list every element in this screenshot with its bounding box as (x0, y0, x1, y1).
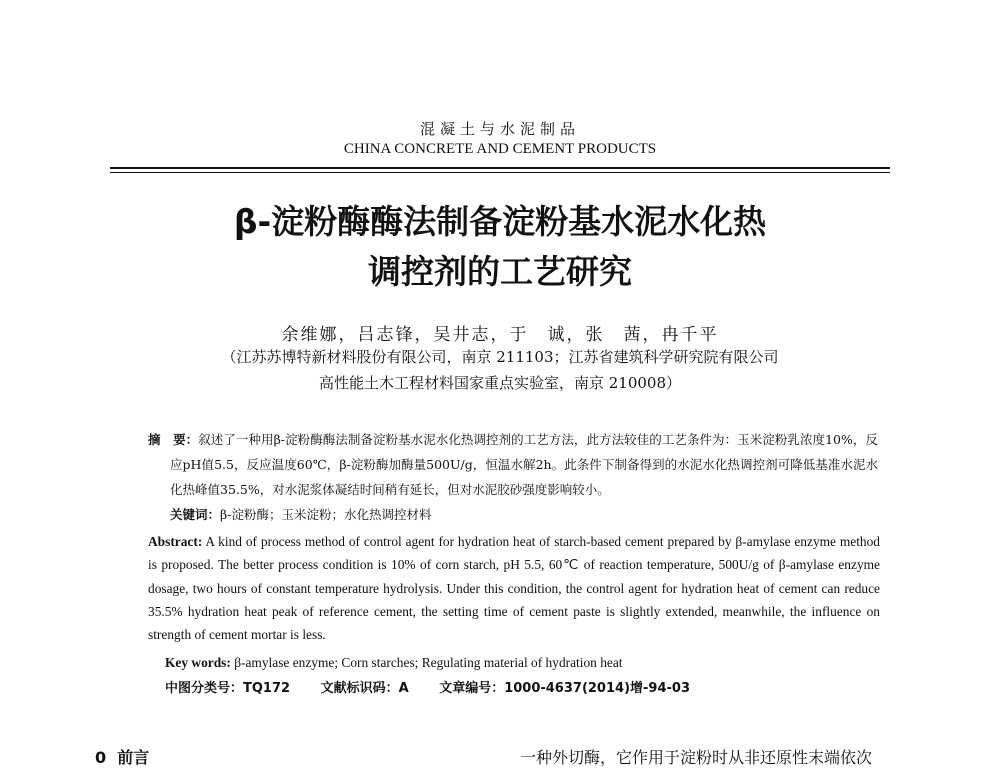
journal-name-en: CHINA CONCRETE AND CEMENT PRODUCTS (343, 141, 657, 157)
header-rule-thin (110, 172, 890, 173)
classification-line (165, 677, 716, 696)
keywords-en-label: Key words: (165, 655, 231, 670)
abstract-en (148, 530, 880, 646)
column-2-text: 一种外切酶，它作用于淀粉时从非还原性末端依次 (520, 748, 873, 767)
affiliation-line-1: （江苏苏博特新材料股份有限公司，南京 211103；江苏省建筑科学研究院有限公司 (221, 348, 779, 366)
title-line-1: β-淀粉酶酶法制备淀粉基水泥水化热 (233, 202, 767, 241)
keywords-en-text: β-amylase enzyme; Corn starches; Regulating material of hydration heat (234, 655, 623, 670)
document-code: 文献标识码：A (320, 681, 409, 696)
abstract-en-text: A kind of process method of control agent for hydration heat of starch-based cement prepared by β-amylase enzyme method is proposed. The better process condition is 10% of corn starch, pH 5.5, 60℃ of reaction temperature, 500U/g of β-amylase enzyme dosage, two hours of constant temperature hydrolysis. Under this condition, the control agent for hydration heat of cement can reduce 35.5% hydration heat peak of reference cement, the setting time of cement paste is slightly extended, meanwhile, the influence on strength of cement mortar is less. (148, 534, 881, 643)
title-line-2: 调控剂的工艺研究 (368, 252, 632, 291)
keywords-cn-label: 关键词： (170, 507, 221, 522)
section-number: 0 (95, 748, 107, 767)
section-title: 前言 (117, 748, 150, 767)
affiliation-line-2: 高性能土木工程材料国家重点实验室，南京 210008） (318, 374, 682, 392)
header-rule (110, 167, 890, 169)
keywords-en (165, 651, 897, 674)
authors: 余维娜，吕志锋，吴井志，于 诚，张 茜，冉千平 (281, 325, 719, 345)
journal-name-cn: 混凝土与水泥制品 (419, 120, 580, 138)
section-heading (95, 745, 149, 768)
abstract-en-label: Abstract: (148, 534, 203, 549)
abstract-cn-text: 叙述了一种用β-淀粉酶酶法制备淀粉基水泥水化热调控剂的工艺方法，此方法较佳的工艺条件为：玉米淀粉乳浓度10%，反应pH值5.5，反应温度60℃，β-淀粉酶加酶量500U/g，恒温水解2h。此条件下制备得到的水泥水化热调控剂可降低基准水泥水化热峰值35.5%，对水泥浆体凝结时间稍有延长，但对水泥胶砂强度影响较小。 (170, 432, 878, 497)
article-number: 文章编号：1000-4637(2014)增-94-03 (439, 681, 690, 696)
abstract-cn-label: 摘 要： (148, 432, 199, 447)
keywords-cn-text: β-淀粉酶；玉米淀粉；水化热调控材料 (220, 507, 432, 522)
clc-number: 中图分类号：TQ172 (165, 681, 291, 696)
abstract-cn (148, 427, 878, 527)
